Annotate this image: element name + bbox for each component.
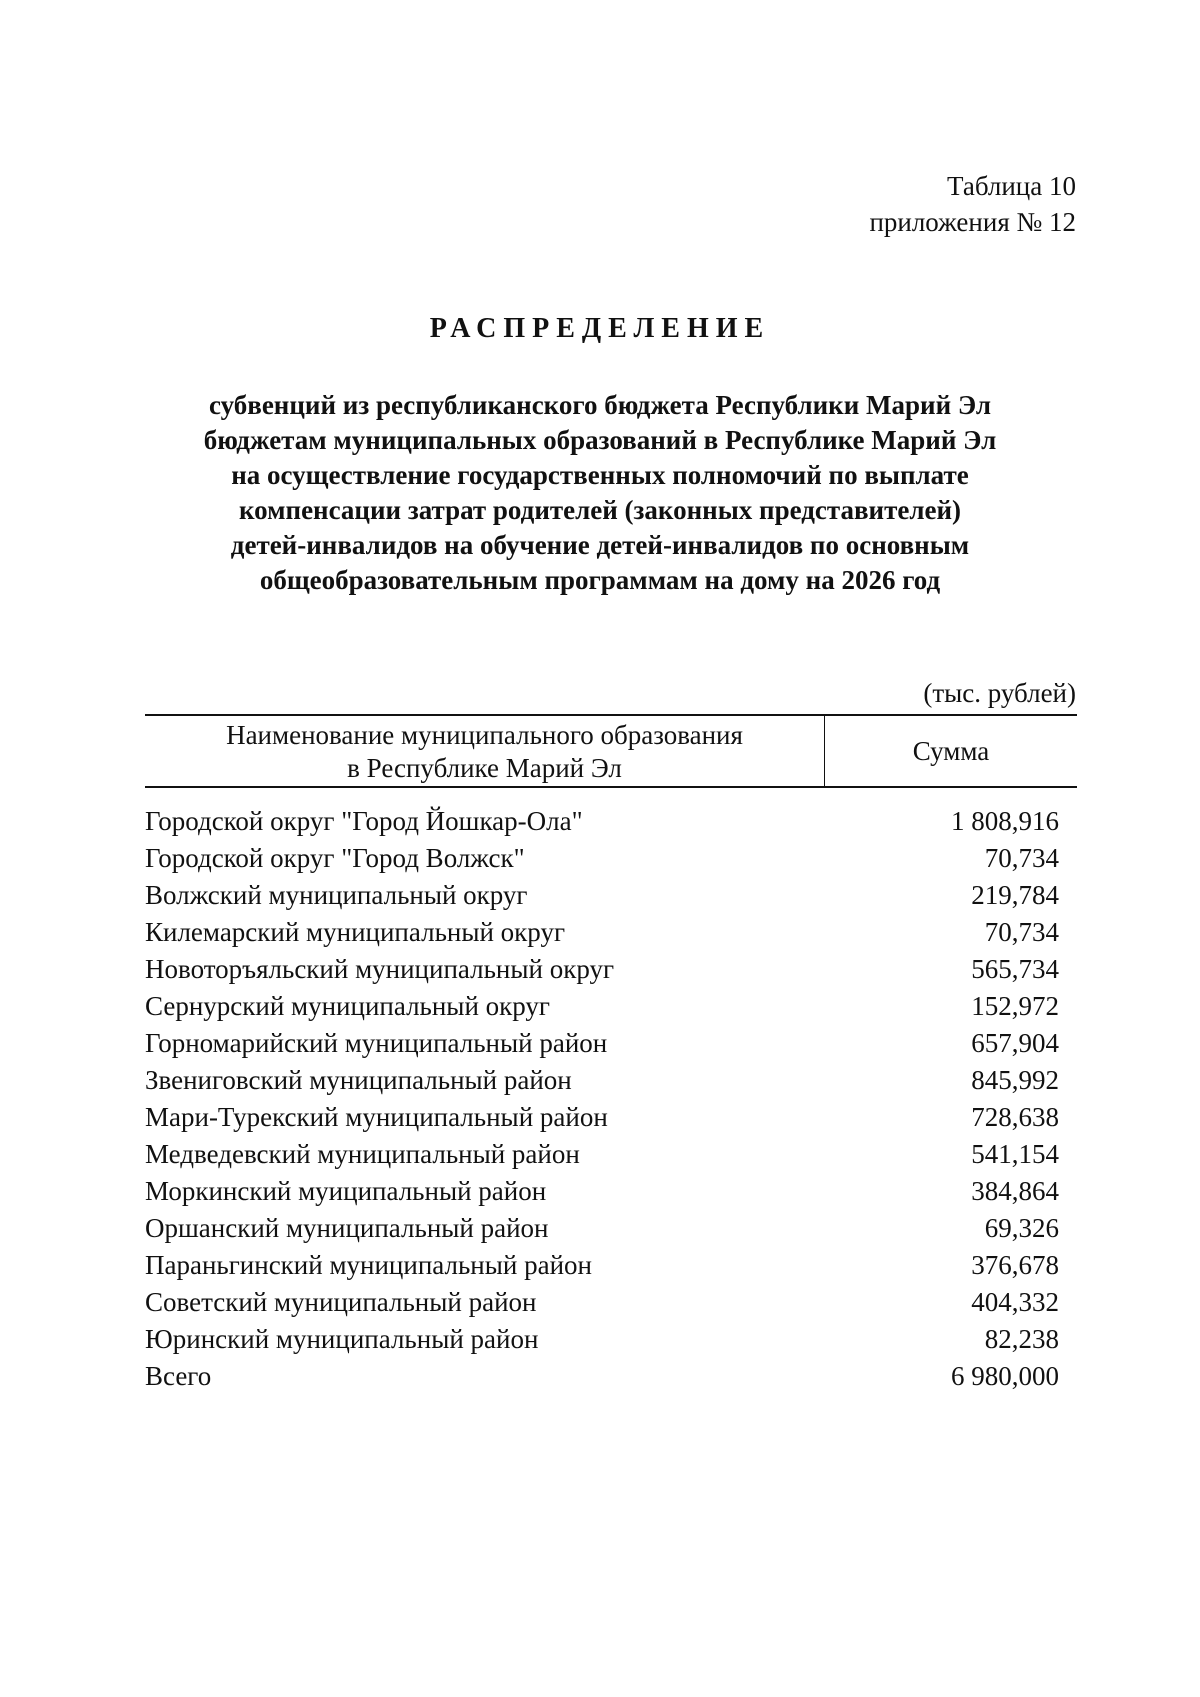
row-sum: 1 808,916 <box>951 806 1059 836</box>
row-name: Новоторъяльский муниципальный округ <box>145 954 615 984</box>
table-row <box>145 951 1077 988</box>
table-row <box>145 1062 1077 1099</box>
column-header-name-line2: в Республике Марий Эл <box>347 753 622 783</box>
table-row <box>145 988 1077 1025</box>
row-name: Городской округ "Город Волжск" <box>145 843 525 873</box>
row-name: Сернурский муниципальный округ <box>145 991 550 1021</box>
table-row <box>145 1321 1077 1358</box>
row-name: Горномарийский муниципальный район <box>145 1028 608 1058</box>
table-row <box>145 1173 1077 1210</box>
row-sum: 404,332 <box>971 1287 1059 1317</box>
row-name: Городской округ "Город Йошкар-Ола" <box>145 806 583 836</box>
subtitle-line: общеобразовательным программам на дому на 2026 год <box>259 565 941 595</box>
column-header-sum: Сумма <box>912 735 990 766</box>
table-total-row <box>145 1358 1077 1395</box>
table-row <box>145 803 1077 840</box>
table-reference <box>869 168 1076 240</box>
subtitle-line: субвенций из республиканского бюджета Республики Марий Эл <box>208 390 992 420</box>
row-name: Моркинский муиципальный район <box>145 1176 547 1206</box>
row-sum: 657,904 <box>971 1028 1059 1058</box>
table-row <box>145 1210 1077 1247</box>
table-row <box>145 914 1077 951</box>
row-name: Юринский муниципальный район <box>145 1324 539 1354</box>
row-name: Параньгинский муниципальный район <box>145 1250 592 1280</box>
row-sum: 82,238 <box>984 1324 1059 1354</box>
column-header-name-line1: Наименование муниципального образования <box>226 720 743 750</box>
subtitle-line: бюджетам муниципальных образований в Республике Марий Эл <box>203 425 997 455</box>
row-sum: 152,972 <box>971 991 1059 1021</box>
row-name: Советский муниципальный район <box>145 1287 537 1317</box>
row-sum: 845,992 <box>971 1065 1059 1095</box>
row-name: Медведевский муниципальный район <box>145 1139 580 1169</box>
column-header-name <box>145 716 825 786</box>
document-title: РАСПРЕДЕЛЕНИЕ <box>429 313 771 344</box>
row-sum: 69,326 <box>984 1213 1059 1243</box>
table-header <box>145 714 1077 788</box>
subtitle-line: на осуществление государственных полномочий по выплате <box>231 460 969 490</box>
units-label: (тыс. рублей) <box>923 678 1076 708</box>
row-name: Звениговский муниципальный район <box>145 1065 572 1095</box>
row-name: Волжский муниципальный округ <box>145 880 528 910</box>
distribution-table <box>145 714 1077 1391</box>
table-row <box>145 1247 1077 1284</box>
row-name: Оршанский муниципальный район <box>145 1213 549 1243</box>
row-sum: 541,154 <box>971 1139 1059 1169</box>
row-sum: 219,784 <box>971 880 1059 910</box>
document-subtitle <box>150 388 1050 598</box>
total-label: Всего <box>145 1361 212 1391</box>
table-row <box>145 877 1077 914</box>
table-row <box>145 840 1077 877</box>
row-sum: 70,734 <box>984 843 1059 873</box>
row-name: Мари-Турекский муниципальный район <box>145 1102 608 1132</box>
row-sum: 565,734 <box>971 954 1059 984</box>
subtitle-line: компенсации затрат родителей (законных представителей) <box>238 495 962 525</box>
table-label: Таблица 10 <box>947 171 1076 201</box>
table-body <box>145 803 1077 1395</box>
row-sum: 376,678 <box>971 1250 1059 1280</box>
table-row <box>145 1284 1077 1321</box>
appendix-label: приложения № 12 <box>869 207 1076 237</box>
table-row <box>145 1099 1077 1136</box>
table-row <box>145 1025 1077 1062</box>
table-row <box>145 1136 1077 1173</box>
row-sum: 70,734 <box>984 917 1059 947</box>
subtitle-line: детей-инвалидов на обучение детей-инвалидов по основным <box>230 530 970 560</box>
total-sum: 6 980,000 <box>951 1361 1059 1391</box>
row-sum: 384,864 <box>971 1176 1059 1206</box>
row-sum: 728,638 <box>971 1102 1059 1132</box>
row-name: Килемарский муниципальный округ <box>145 917 566 947</box>
